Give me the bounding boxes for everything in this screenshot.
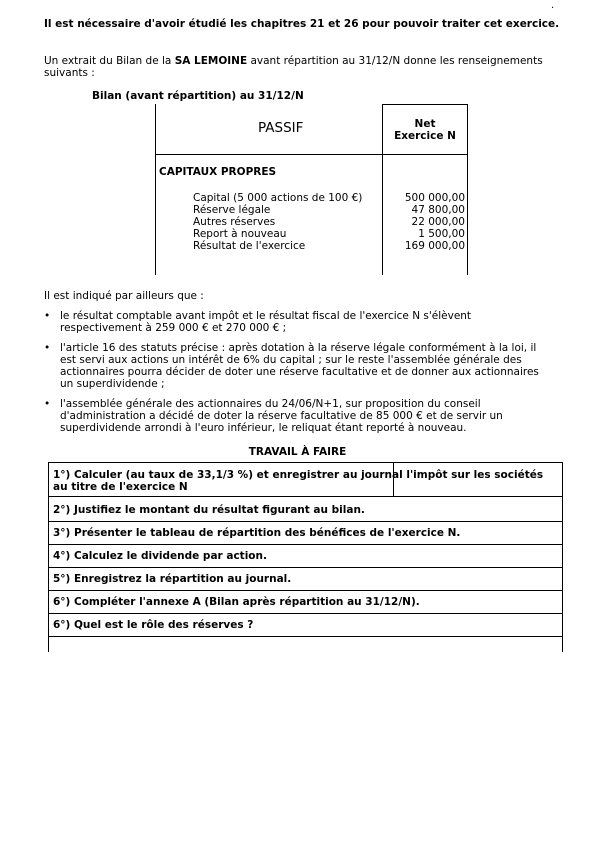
- info-lead: Il est indiqué par ailleurs que :: [44, 290, 204, 302]
- list-item-text: l'assemblée générale des actionnaires du 24/06/N+1, sur proposition du conseil d'administration a décidé de doter la réserve facultative de 85 000 € et de servir un superdividende arrondi à l'euro inférieur, le reliquat étant reporté à nouveau.: [60, 398, 503, 434]
- bilan-row-label: Capital (5 000 actions de 100 €): [193, 192, 363, 204]
- net-header-line: Exercice N: [394, 130, 456, 142]
- task-item: 6°) Quel est le rôle des réserves ?: [53, 619, 254, 631]
- list-item: [44, 342, 554, 390]
- table-border: [48, 521, 563, 522]
- paragraph-text: Un extrait du Bilan de la: [44, 55, 175, 67]
- intro-paragraph: [44, 55, 544, 79]
- task-item: 1°) Calculer (au taux de 33,1/3 %) et enregistrer au journal l'impôt sur les sociétés au titre de l'exercice N: [53, 469, 544, 493]
- bilan-row-label: Report à nouveau: [193, 228, 287, 240]
- bilan-row: [193, 204, 465, 216]
- bilan-row-value: 47 800,00: [411, 204, 465, 216]
- corner-mark: .: [551, 0, 555, 11]
- table-border: [155, 104, 156, 275]
- task-item: 2°) Justifiez le montant du résultat figurant au bilan.: [53, 504, 365, 516]
- list-item-text: l'article 16 des statuts précise : après dotation à la réserve légale conformément à la loi, il est servi aux actions un intérêt de 6% du capital ; sur le reste l'assemblée générale des actionnaires pourra décider de doter une réserve facultative et de donner aux actionnaires un superdividende ;: [60, 342, 539, 390]
- bilan-row-value: 1 500,00: [418, 228, 465, 240]
- table-border: [48, 544, 563, 545]
- bilan-row-label: Résultat de l'exercice: [193, 240, 306, 252]
- table-border: [48, 462, 563, 463]
- list-item: [44, 310, 554, 334]
- task-table: [48, 462, 563, 652]
- bilan-row-label: Réserve légale: [193, 204, 271, 216]
- bilan-row-value: 22 000,00: [411, 216, 465, 228]
- passif-header: PASSIF: [258, 120, 304, 136]
- bilan-row: [193, 192, 465, 204]
- intro-note: Il est nécessaire d'avoir étudié les chapitres 21 et 26 pour pouvoir traiter cet exercice.: [44, 18, 560, 30]
- net-header: [391, 118, 459, 142]
- bilan-row: [193, 216, 465, 228]
- task-item: 3°) Présenter le tableau de répartition des bénéfices de l'exercice N.: [53, 527, 461, 539]
- bilan-row-value: 500 000,00: [404, 192, 465, 204]
- table-border: [48, 590, 563, 591]
- bullet-icon: •: [44, 342, 51, 354]
- list-item: [44, 398, 554, 434]
- company-name: SA LEMOINE: [174, 55, 248, 67]
- paragraph-text: avant répartition au 31/12/N donne les renseignements: [247, 55, 543, 67]
- task-item: 5°) Enregistrez la répartition au journal.: [53, 573, 292, 585]
- bullet-icon: •: [44, 310, 51, 322]
- info-list: [44, 310, 554, 442]
- bullet-icon: •: [44, 398, 51, 410]
- table-border: [155, 154, 468, 155]
- list-item-text: le résultat comptable avant impôt et le résultat fiscal de l'exercice N s'élèvent respectivement à 259 000 € et 270 000 € ;: [60, 310, 472, 334]
- bilan-row: [193, 240, 465, 252]
- paragraph-text: suivants :: [44, 67, 95, 79]
- section-heading: CAPITAUX PROPRES: [159, 166, 277, 178]
- table-border: [382, 104, 468, 105]
- bilan-table: [155, 104, 468, 275]
- table-border: [467, 104, 468, 275]
- table-border: [48, 636, 563, 637]
- bilan-row-value: 169 000,00: [404, 240, 465, 252]
- table-border: [48, 496, 563, 497]
- task-item: 6°) Compléter l'annexe A (Bilan après répartition au 31/12/N).: [53, 596, 420, 608]
- table-border: [562, 462, 563, 652]
- table-border: [48, 613, 563, 614]
- net-header-line: Net: [414, 118, 436, 130]
- bilan-row: [193, 228, 465, 240]
- travail-title: TRAVAIL À FAIRE: [248, 446, 347, 458]
- bilan-title: Bilan (avant répartition) au 31/12/N: [92, 90, 304, 102]
- task-item: 4°) Calculez le dividende par action.: [53, 550, 267, 562]
- bilan-row-label: Autres réserves: [193, 216, 276, 228]
- table-border: [48, 567, 563, 568]
- table-border: [48, 462, 49, 652]
